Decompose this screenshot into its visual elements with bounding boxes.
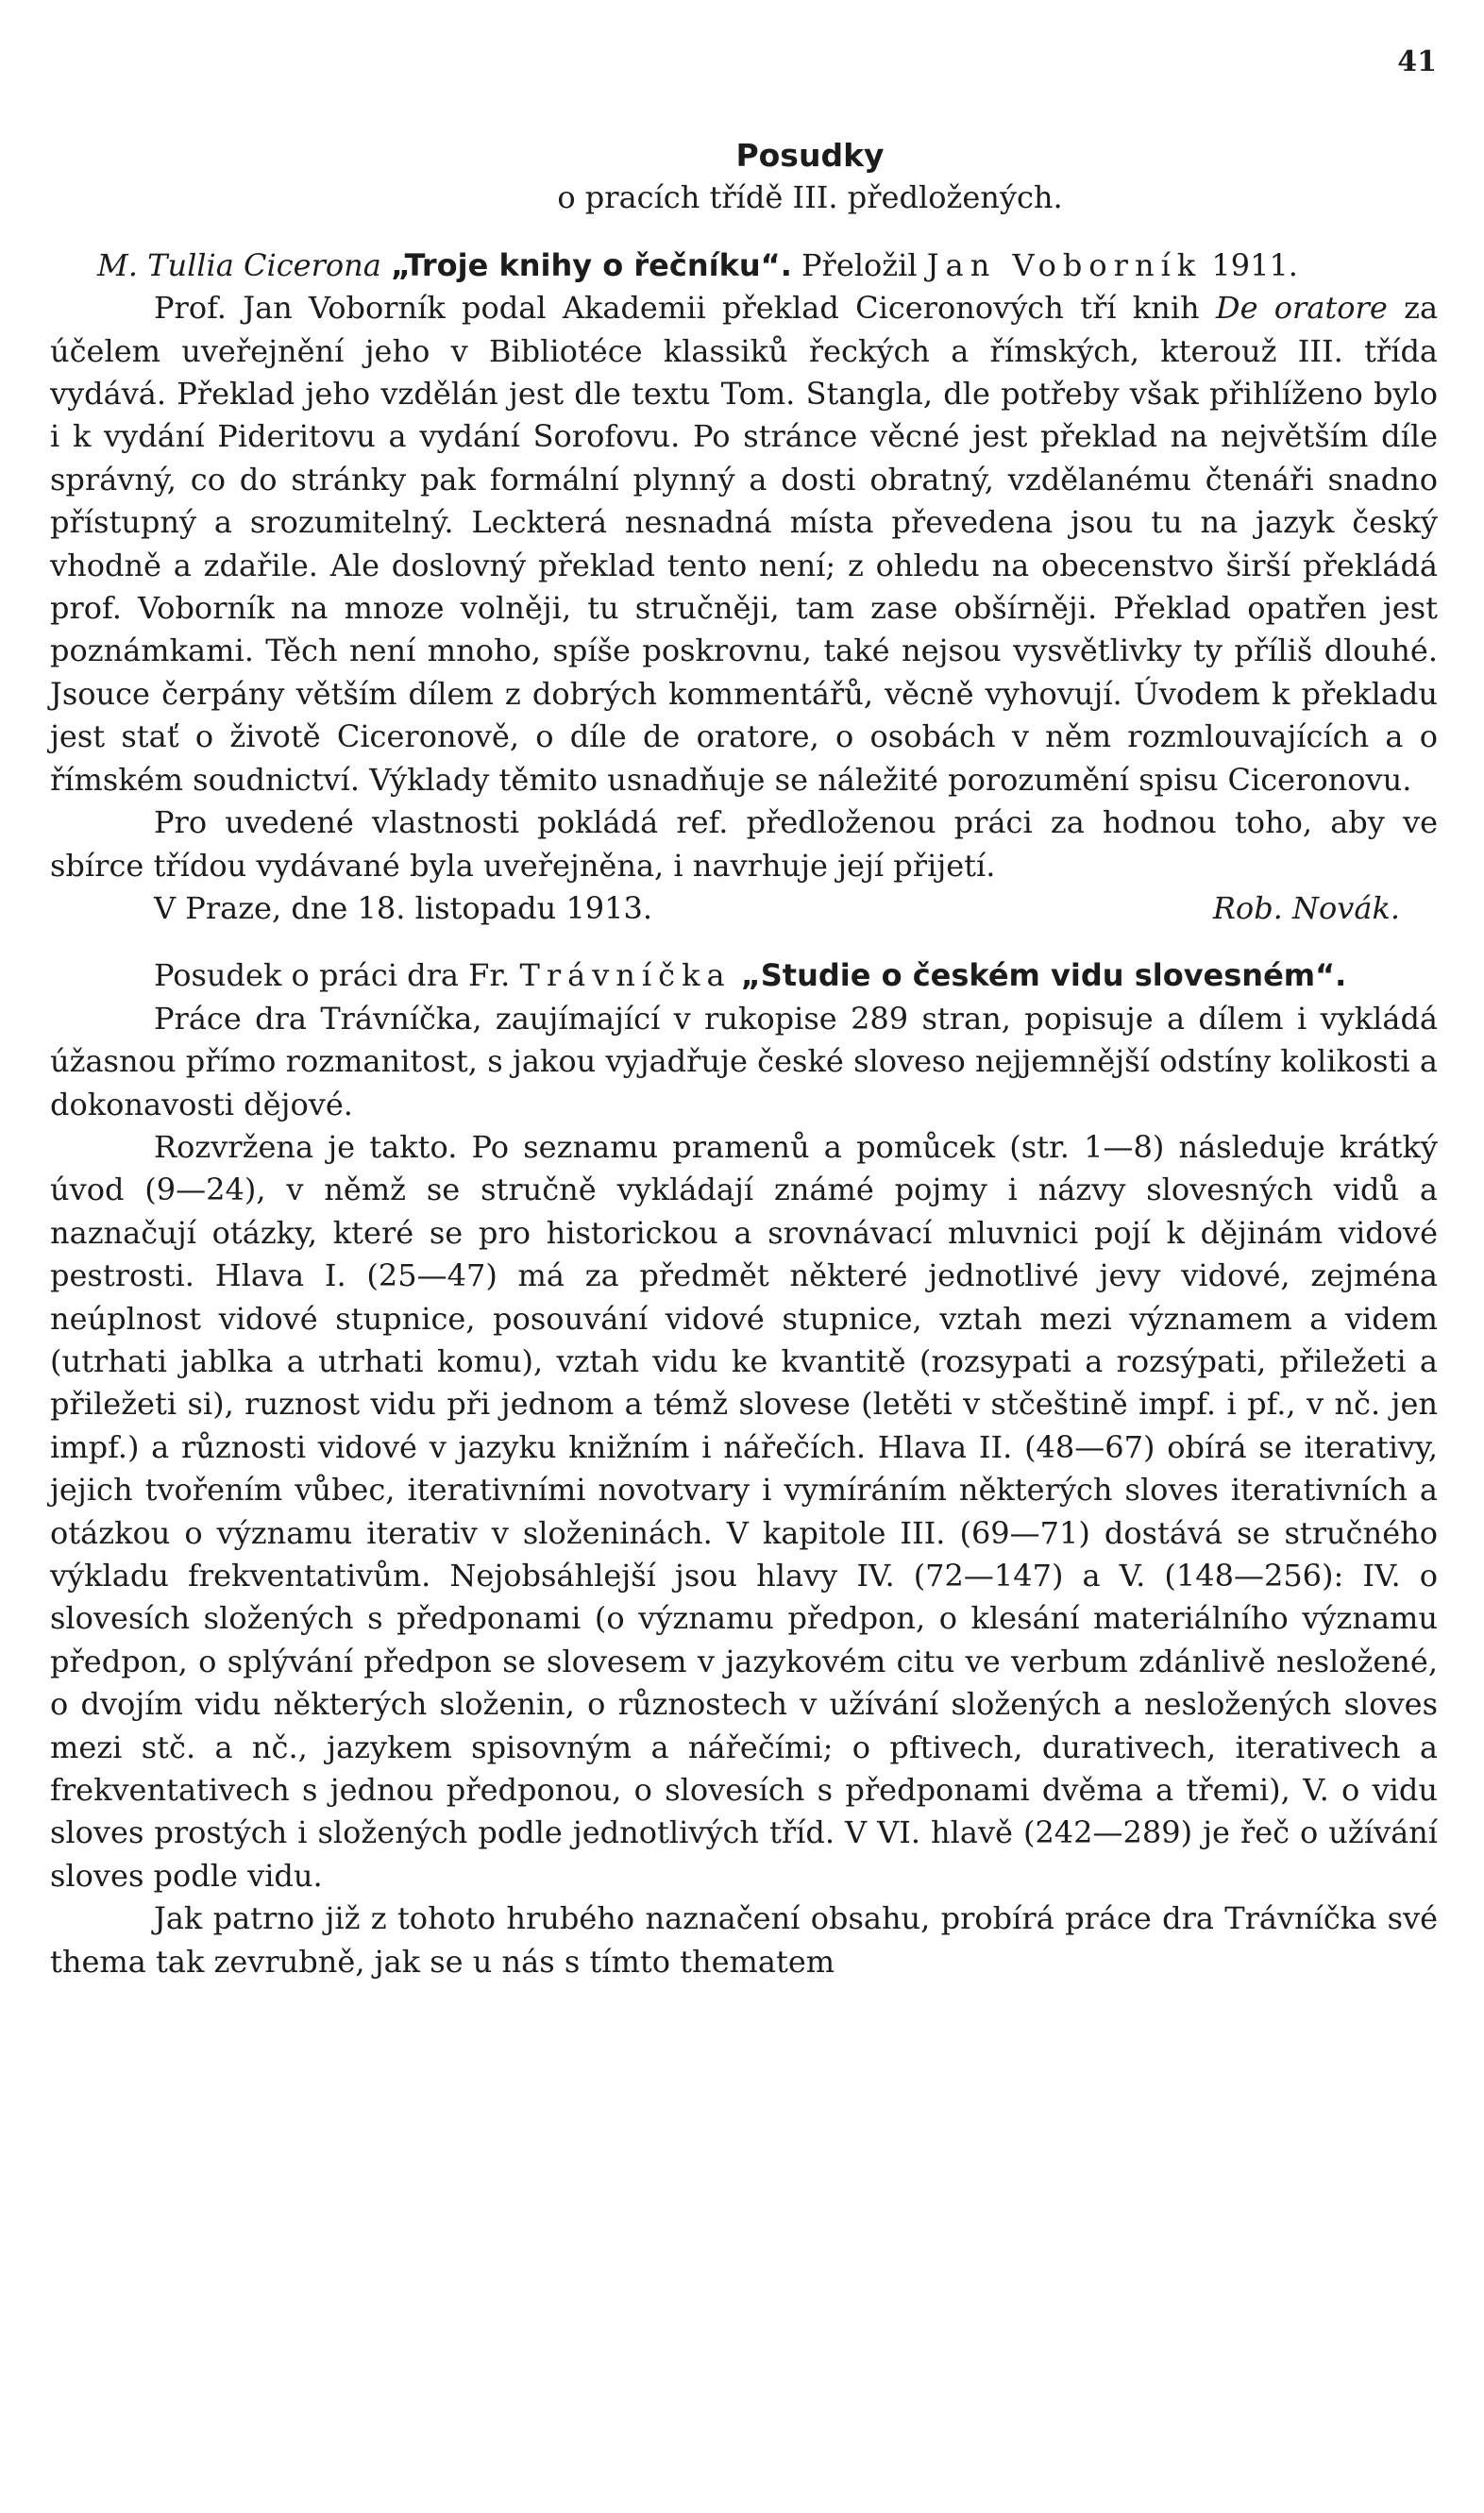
review1-signature-line [50,887,1438,930]
review1-citation [50,245,1438,287]
review1-paragraph-2: Pro uvedené vlastnosti pokládá ref. předloženou práci za hodnou toho, aby ve sbírce třídou vydávané byla uveřejněna, i navrhuje její přijetí. [50,804,1438,884]
review2-paragraph-1: Práce dra Trávníčka, zaujímající v rukopise 289 stran, popisuje a dílem i vykládá úžasnou přímo rozmanitost, s jakou vyjadřuje české sloveso nejjemnější odstíny kolikosti a dokonavosti dějové. [50,1000,1438,1122]
review2-title: „Studie o českém vidu slovesném“. [740,957,1347,994]
review1-place-date: V Praze, dne 18. listopadu 1913. [154,889,653,926]
page-subtitle: o pracích třídě III. předložených. [557,179,1063,216]
review2-paragraph-3: Jak patrno již z tohoto hrubého naznačení obsahu, probírá práce dra Trávníčka své thema tak zevrubně, jak se u nás s tímto thematem [50,1900,1438,1980]
review1-year: 1911. [1211,246,1298,283]
review1-p1-italic: De oratore [1215,290,1388,327]
review1-p1-a: Prof. Jan Voborník podal Akademii překlad Ciceronových tří knih [154,290,1200,327]
page-content [50,134,1438,1983]
review1-signature: Rob. Novák. [1212,889,1400,926]
review1-translator: Jan Voborník [926,246,1203,283]
review1-p1-b: za účelem uveřejnění jeho v Bibliotéce klassiků řeckých a římských, kterouž III. třída vydává. Překlad jeho vzdělán jest dle textu Tom. Stangla, dle potřeby však přihlíženo bylo i k vydání Pideritovu a vydání Sorofovu. Po stránce věcné jest překlad na největším díle správný, co do stránky pak formální plynný a dosti obratný, vzdělanému čtenáři snadno přístupný a srozumitelný. Leckterá nesnadná místa převedena jsou tu na jazyk český vhodně a zdařile. Ale doslovný překlad tento není; z ohledu na obecenstvo širší překládá prof. Voborník na mnoze volněji, tu stručněji, tam zase obšírněji. Překlad opatřen jest poznámkami. Těch není mnoho, spíše poskrovnu, také nejsou vysvětlivky ty příliš dlouhé. Jsouce čerpány větším dílem z dobrých kommentářů, věcně vyhovují. Úvodem k překladu jest stať o životě Ciceronově, o díle de oratore, o osobách v něm rozmlouvajících a o římském soudnictví. Výklady těmito usnadňuje se náležité porozumění spisu Ciceronovu. [50,290,1439,798]
review1-paragraph-1 [50,287,1438,801]
review2-citation [50,954,1438,997]
review1-translator-prefix: Přeložil [801,246,918,283]
page-title: Posudky [735,137,885,174]
review2-author: Trávníčka [519,957,732,994]
page-number: 41 [1397,45,1437,78]
review2-paragraph-2: Rozvržena je takto. Po seznamu pramenů a pomůcek (str. 1—8) následuje krátký úvod (9—24), v němž se stručně vykládají známé pojmy i názvy slovesných vidů a naznačují otázky, které se pro historickou a srovnávací mluvnici pojí k dějinám vidové pestrosti. Hlava I. (25—47) má za předmět některé jednotlivé jevy vidové, zejména neúplnost vidové stupnice, posouvání vidové stupnice, vztah mezi významem a videm (utrhati jablka a utrhati komu), vztah vidu ke kvantitě (rozsypati a rozsýpati, přiležeti a přiležeti si), ruznost vidu při jednom a témž slovese (letěti v stčeštině impf. i pf., v nč. jen impf.) a různosti vidové v jazyku knižním i nářečích. Hlava II. (48—67) obírá se iterativy, jejich tvořením vůbec, iterativními novotvary i vymíráním některých sloves iterativních a otázkou o významu iterativ v složeninách. V kapitole III. (69—71) dostává se stručného výkladu frekventativům. Nejobsáhlejší jsou hlavy IV. (72—147) a V. (148—256): IV. o slovesích složených s předponami (o významu předpon, o klesání materiálního významu předpon, o splývání předpon se slovesem v jazykovém citu ve verbum zdánlivě nesložené, o dvojím vidu některých složenin, o různostech v užívání složených a nesložených sloves mezi stč. a nč., jazykem spisovným a nářečími; o pftivech, durativech, iterativech a frekventativech s jednou předponou, o slovesích s předponami dvěma a třemi), V. o vidu sloves prostých i složených podle jednotlivých tříd. V VI. hlavě (242—289) je řeč o užívání sloves podle vidu. [50,1128,1438,1894]
review2-intro: Posudek o práci dra Fr. [154,957,511,994]
review1-author: M. Tullia Cicerona [97,246,381,283]
review1-title: „Troje knihy o řečníku“. [391,246,792,283]
